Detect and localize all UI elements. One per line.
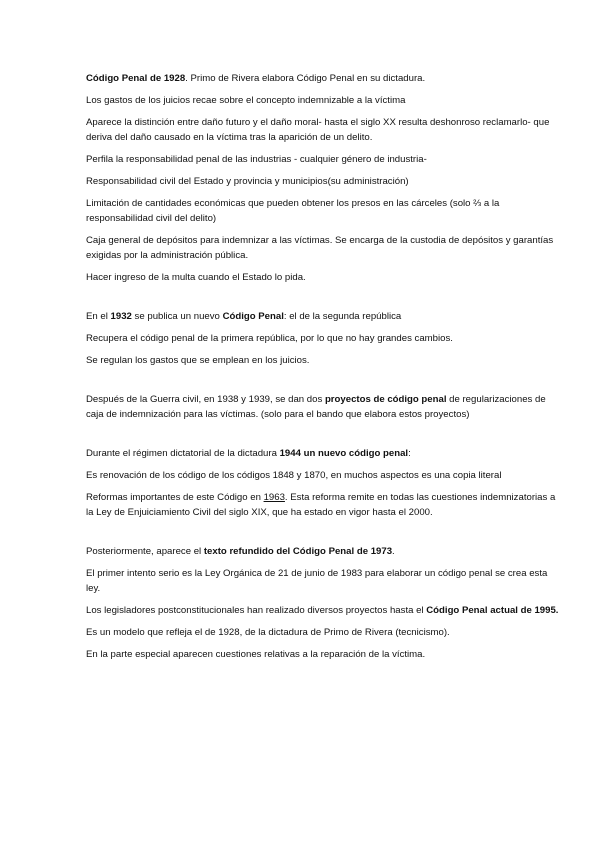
document-section — [86, 392, 559, 422]
paragraph — [86, 353, 559, 368]
paragraph — [86, 446, 559, 461]
text-run: En la parte especial aparecen cuestiones relativas a la reparación de la víctima. — [86, 649, 426, 660]
text-run: de regularizaciones de caja de indemnización para las víctimas. (solo para el bando que elabora estos proyectos) — [86, 394, 546, 420]
paragraph — [86, 174, 559, 189]
bold-text: Código Penal actual de 1995. — [426, 605, 559, 616]
paragraph — [86, 392, 559, 422]
text-run: Perfila la responsabilidad penal de las industrias - cualquier género de industria- — [86, 154, 427, 165]
paragraph — [86, 625, 559, 640]
text-run: se publica un nuevo — [131, 311, 223, 322]
text-run: Se regulan los gastos que se emplean en los juicios. — [86, 355, 310, 366]
text-run: Aparece la distinción entre daño futuro y el daño moral- hasta el siglo XX resulta deshonroso reclamarlo- que deriva del daño causado en la víctima tras la aparición de un delito. — [86, 117, 550, 143]
paragraph — [86, 71, 559, 86]
document-section — [86, 446, 559, 520]
section-gap — [86, 375, 559, 392]
document-section — [86, 71, 559, 285]
paragraph — [86, 331, 559, 346]
text-run: Caja general de depósitos para indemnizar a las víctimas. Se encarga de la custodia de depósitos y garantías exigidas por la administración pública. — [86, 235, 554, 261]
paragraph — [86, 93, 559, 108]
paragraph — [86, 309, 559, 324]
paragraph — [86, 647, 559, 662]
text-run: Limitación de cantidades económicas que pueden obtener los presos en las cárceles (solo ⅔ a la responsabilidad civil del delito) — [86, 198, 500, 224]
paragraph — [86, 544, 559, 559]
text-run: Responsabilidad civil del Estado y provincia y municipios(su administración) — [86, 176, 409, 187]
text-run: Recupera el código penal de la primera república, por lo que no hay grandes cambios. — [86, 333, 453, 344]
text-run: Hacer ingreso de la multa cuando el Estado lo pida. — [86, 272, 306, 283]
paragraph — [86, 603, 559, 618]
paragraph — [86, 152, 559, 167]
document-section — [86, 544, 559, 662]
section-gap — [86, 429, 559, 446]
text-run: : el de la segunda república — [283, 311, 402, 322]
text-run: . Primo de Rivera elabora Código Penal en su dictadura. — [185, 73, 426, 84]
paragraph — [86, 270, 559, 285]
underlined-text: 1963 — [263, 492, 285, 503]
text-run: Los legisladores postconstitucionales han realizado diversos proyectos hasta el — [86, 605, 427, 616]
bold-text: texto refundido del Código Penal de 1973 — [203, 546, 393, 557]
bold-text: proyectos de código penal — [324, 394, 447, 405]
text-run: Es renovación de los código de los códigos 1848 y 1870, en muchos aspectos es una copia literal — [86, 470, 502, 481]
paragraph — [86, 115, 559, 145]
section-gap — [86, 527, 559, 544]
paragraph — [86, 196, 559, 226]
text-run: : — [408, 448, 411, 459]
bold-text: 1932 — [110, 311, 132, 322]
bold-text: Código Penal — [222, 311, 284, 322]
paragraph — [86, 566, 559, 596]
document-section — [86, 309, 559, 368]
paragraph — [86, 468, 559, 483]
text-run: En el — [86, 311, 111, 322]
bold-text: Código Penal de 1928 — [86, 73, 186, 84]
text-run: . Esta reforma remite en todas las cuestiones indemnizatorias a la Ley de Enjuiciamiento Civil del siglo XIX, que ha estado en vigor hasta el 2000. — [86, 492, 556, 518]
text-run: Posteriormente, aparece el — [86, 546, 204, 557]
text-run: Es un modelo que refleja el de 1928, de la dictadura de Primo de Rivera (tecnicismo). — [86, 627, 450, 638]
text-run: Durante el régimen dictatorial de la dictadura — [86, 448, 280, 459]
bold-text: 1944 un nuevo código penal — [279, 448, 409, 459]
text-run: Después de la Guerra civil, en 1938 y 1939, se dan dos — [86, 394, 325, 405]
paragraph — [86, 233, 559, 263]
text-run: El primer intento serio es la Ley Orgánica de 21 de junio de 1983 para elaborar un código penal se crea esta ley. — [86, 568, 548, 594]
text-run: . — [392, 546, 395, 557]
section-gap — [86, 292, 559, 309]
text-run: Los gastos de los juicios recae sobre el concepto indemnizable a la víctima — [86, 95, 406, 106]
paragraph — [86, 490, 559, 520]
text-run: Reformas importantes de este Código en — [86, 492, 264, 503]
